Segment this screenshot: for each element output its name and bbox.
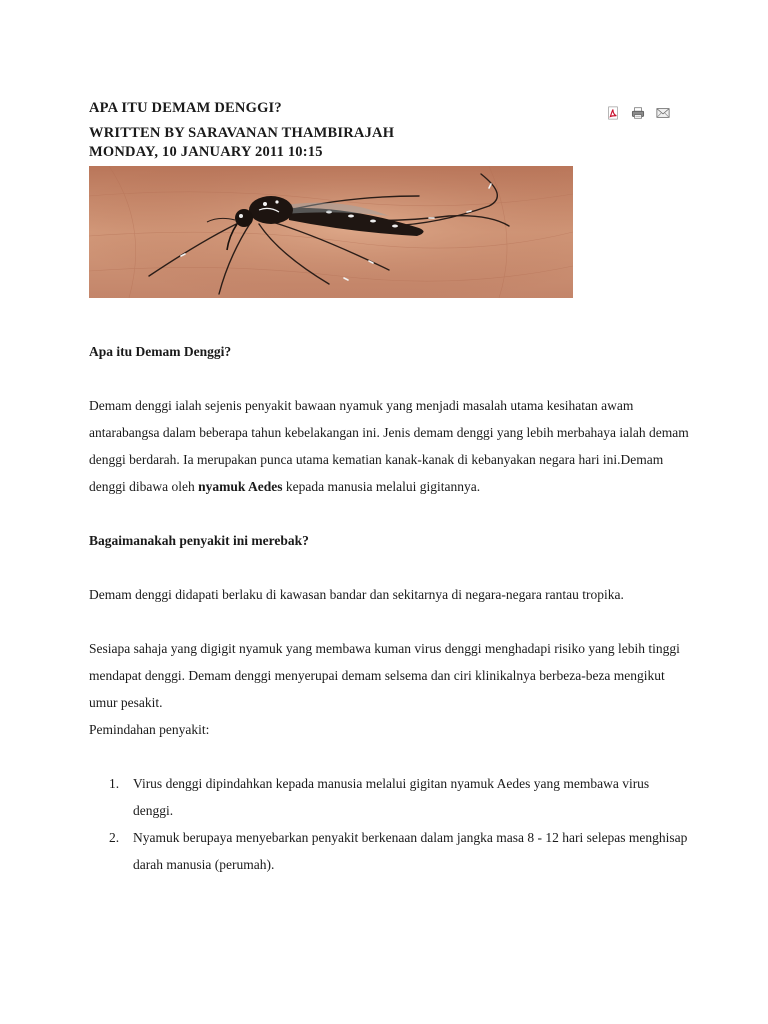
list-item	[89, 770, 689, 824]
article-toolbar	[605, 106, 671, 120]
pdf-icon[interactable]	[605, 106, 621, 120]
list-item-number: 2.	[109, 830, 120, 845]
section-heading-2: Bagaimanakah penyakit ini merebak?	[89, 533, 309, 548]
paragraph-transmission-label: Pemindahan penyakit:	[89, 722, 210, 737]
paragraph-risk: Sesiapa sahaja yang digigit nyamuk yang membawa kuman virus denggi menghadapi risiko yang lebih tinggi mendapat denggi. Demam denggi menyerupai demam selsema dan ciri klinikalnya berbeza-beza mengikut umur pesakit.	[89, 641, 680, 710]
paragraph-intro	[89, 392, 689, 500]
article-header	[89, 98, 689, 162]
section-heading-1: Apa itu Demam Denggi?	[89, 344, 232, 359]
list-item-text: Nyamuk berupaya menyebarkan penyakit berkenaan dalam jangka masa 8 - 12 hari selepas menghisap darah manusia (perumah).	[133, 830, 688, 872]
article-meta	[89, 124, 689, 162]
print-icon[interactable]	[630, 106, 646, 120]
list-item-number: 1.	[109, 776, 120, 791]
email-icon[interactable]	[655, 106, 671, 120]
list-item	[89, 824, 689, 878]
article-date: MONDAY, 10 JANUARY 2011 10:15	[89, 144, 323, 160]
article-author: WRITTEN BY SARAVANAN THAMBIRAJAH	[89, 125, 395, 141]
article-title: APA ITU DEMAM DENGGI?	[89, 100, 282, 116]
transmission-list	[89, 770, 689, 878]
article-page	[89, 98, 689, 878]
paragraph-intro-bold: nyamuk Aedes	[198, 479, 283, 494]
mosquito-photo	[89, 166, 573, 298]
paragraph-intro-text-1: Demam denggi ialah sejenis penyakit bawaan nyamuk yang menjadi masalah utama kesihatan awam antarabangsa dalam beberapa tahun kebelakangan ini. Jenis demam denggi yang lebih merbahaya ialah demam denggi berdarah. Ia merupakan punca utama kematian kanak-kanak di kebanyakan negara hari ini.Demam denggi dibawa oleh	[89, 398, 689, 494]
article-body	[89, 338, 689, 878]
list-item-text: Virus denggi dipindahkan kepada manusia melalui gigitan nyamuk Aedes yang membawa virus denggi.	[133, 776, 650, 818]
paragraph-intro-text-2: kepada manusia melalui gigitannya.	[282, 479, 481, 494]
paragraph-spread: Demam denggi didapati berlaku di kawasan bandar dan sekitarnya di negara-negara rantau tropika.	[89, 587, 624, 602]
